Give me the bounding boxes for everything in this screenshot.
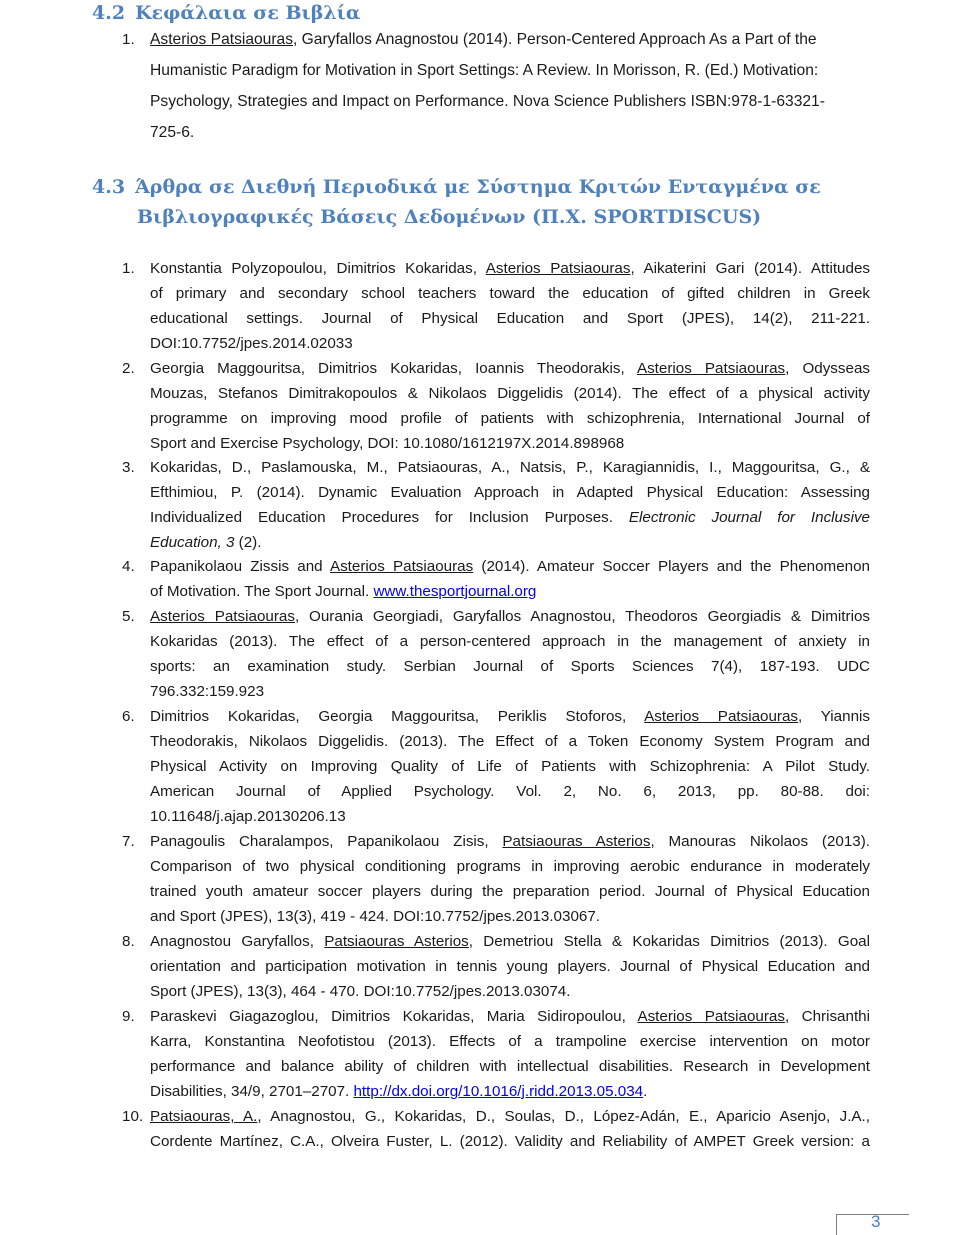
ref-line: trained youth amateur soccer players during the preparation period. Journal of Physical Education [150,883,870,900]
ref-line: sports: an examination study. Serbian Journal of Sports Sciences 7(4), 187-193. UDC [150,658,870,675]
ref-number: 10. [122,1108,144,1125]
ref-line: Individualized Education Procedures for Inclusion Purposes. Electronic Journal for Inclusive [150,509,870,526]
section-heading-4-3 [92,172,821,232]
author-highlight: Asterios Patsiaouras [637,1008,785,1025]
author-highlight: Patsiaouras, A. [150,1108,258,1125]
ref-line: Theodorakis, Nikolaos Diggelidis. (2013). The Effect of a Token Economy System Program and [150,733,870,750]
ref-line: Kokaridas (2013). The effect of a person-centered approach in the management of anxiety in [150,633,870,650]
ref-line: Mouzas, Stefanos Dimitrakopoulos & Nikolaos Diggelidis (2014). The effect of a physical activity [150,385,870,402]
doi-link[interactable]: http://dx.doi.org/10.1016/j.ridd.2013.05.034 [353,1083,644,1100]
ref-line: 10.11648/j.ajap.20130206.13 [150,808,346,825]
ref-line: Karra, Konstantina Neofotistou (2013). Effects of a trampoline exercise intervention on motor [150,1033,870,1050]
ref-line: Physical Activity on Improving Quality of Life of Patients with Schizophrenia: A Pilot Study. [150,758,870,775]
ref-line: Panagoulis Charalampos, Papanikolaou Zisis, Patsiaouras Asterios, Manouras Nikolaos (2013). [150,833,870,850]
ref-line: Asterios Patsiaouras, Ourania Georgiadi, Garyfallos Anagnostou, Theodoros Georgiadis & Dimitrios [150,608,870,625]
author-highlight: Asterios Patsiaouras [150,608,295,625]
ref-number: 8. [122,933,135,950]
ref-number: 2. [122,360,135,377]
ref-line: Education, 3 (2). [150,534,262,551]
section-number: 4.3 [92,176,126,198]
page-number: 3 [871,1212,881,1231]
ref-line: programme on improving mood profile of patients with schizophrenia, International Journal of [150,410,870,427]
ref-line: DOI:10.7752/jpes.2014.02033 [150,335,353,352]
ref-line: educational settings. Journal of Physical Education and Sport (JPES), 14(2), 211-221. [150,310,870,327]
journal-ref-10 [122,1104,870,1154]
journal-ref-8 [122,929,870,1004]
ref-line: Disabilities, 34/9, 2701–2707. http://dx.doi.org/10.1016/j.ridd.2013.05.034. [150,1083,648,1100]
section-heading-4-2 [92,2,361,24]
journal-ref-5 [122,604,870,704]
ref-line: Comparison of two physical conditioning programs in improving aerobic endurance in moderately [150,858,870,875]
journal-ref-7 [122,829,870,929]
ref-number: 5. [122,608,135,625]
ref-line: and Sport (JPES), 13(3), 419 - 424. DOI:10.7752/jpes.2013.03067. [150,908,601,925]
author-highlight: Asterios Patsiaouras [636,360,786,377]
ref-line: Paraskevi Giagazoglou, Dimitrios Kokaridas, Maria Sidiropoulou, Asterios Patsiaouras, Chrisanthi [150,1008,870,1025]
sport-journal-link[interactable]: www.thesportjournal.org [373,583,537,600]
ref-line: Dimitrios Kokaridas, Georgia Maggouritsa, Periklis Stoforos, Asterios Patsiaouras, Yiannis [150,708,870,725]
ref-line: Sport and Exercise Psychology, DOI: 10.1080/1612197X.2014.898968 [150,435,625,452]
ref-number: 7. [122,833,135,850]
ref-line: Asterios Patsiaouras, Garyfallos Anagnostou (2014). Person-Centered Approach As a Part of the [150,31,817,48]
ref-line: Anagnostou Garyfallos, Patsiaouras Asterios, Demetriou Stella & Kokaridas Dimitrios (2013). Goal [150,933,870,950]
section-title-line: Βιβλιογραφικές Βάσεις Δεδομένων (Π.Χ. SPORTDISCUS) [137,206,762,228]
ref-line: Efthimiou, P. (2014). Dynamic Evaluation Approach in Adapted Physical Education: Assessing [150,484,870,501]
ref-line: Psychology, Strategies and Impact on Performance. Nova Science Publishers ISBN:978-1-63321- [150,93,825,110]
author-highlight: Asterios Patsiaouras [644,708,799,725]
journal-ref-9 [122,1004,870,1104]
ref-line: 725-6. [150,124,195,141]
author-highlight: Asterios Patsiaouras [485,260,631,277]
ref-line: Cordente Martínez, C.A., Olveira Fuster, L. (2012). Validity and Reliability of AMPET Greek version: a [150,1133,870,1150]
journal-ref-3 [122,455,870,555]
author-highlight: Patsiaouras Asterios [324,933,469,950]
book-chapter-ref-1 [122,24,870,148]
journal-ref-1 [122,256,870,356]
ref-number: 9. [122,1008,135,1025]
ref-number: 1. [122,31,135,48]
ref-line: performance and balance ability of children with intellectual disabilities. Research in Development [150,1058,870,1075]
ref-number: 3. [122,459,135,476]
ref-line: Georgia Maggouritsa, Dimitrios Kokaridas, Ioannis Theodorakis, Asterios Patsiaouras, Odysseas [150,360,870,377]
section-title: Κεφάλαια σε Βιβλία [135,2,361,24]
ref-line: American Journal of Applied Psychology. Vol. 2, No. 6, 2013, pp. 80-88. doi: [150,783,870,800]
ref-line: Konstantia Polyzopoulou, Dimitrios Kokaridas, Asterios Patsiaouras, Aikaterini Gari (2014). Attitudes [150,260,870,277]
ref-number: 1. [122,260,135,277]
ref-line: Humanistic Paradigm for Motivation in Sport Settings: A Review. In Morisson, R. (Ed.) Motivation: [150,62,819,79]
ref-line: Papanikolaou Zissis and Asterios Patsiaouras (2014). Amateur Soccer Players and the Phenomenon [150,558,870,575]
ref-line: of primary and secondary school teachers toward the education of gifted children in Greek [150,285,870,302]
journal-ref-2 [122,356,870,456]
ref-line: Kokaridas, D., Paslamouska, M., Patsiaouras, A., Natsis, P., Karagiannidis, I., Maggouritsa, G., & [150,459,870,476]
ref-line: of Motivation. The Sport Journal. www.thesportjournal.org [150,583,537,600]
journal-ref-4 [122,554,870,604]
section-number: 4.2 [92,2,126,24]
ref-line: Patsiaouras, A., Anagnostou, G., Kokaridas, D., Soulas, D., López-Adán, E., Aparicio Asenjo, J.A., [150,1108,870,1125]
author-highlight: Asterios Patsiaouras [329,558,474,575]
ref-number: 6. [122,708,135,725]
journal-ref-6 [122,704,870,829]
ref-line: Sport (JPES), 13(3), 464 - 470. DOI:10.7752/jpes.2013.03074. [150,983,571,1000]
ref-line: 796.332:159.923 [150,683,265,700]
ref-number: 4. [122,558,135,575]
author-highlight: Patsiaouras Asterios, [502,833,655,850]
section-title-line: Άρθρα σε Διεθνή Περιοδικά με Σύστημα Κριτών Ενταγμένα σε [135,176,821,198]
page-number-box [836,1214,909,1235]
author-highlight: Asterios Patsiaouras [150,31,294,48]
ref-line: orientation and participation motivation in tennis young players. Journal of Physical Education and [150,958,870,975]
